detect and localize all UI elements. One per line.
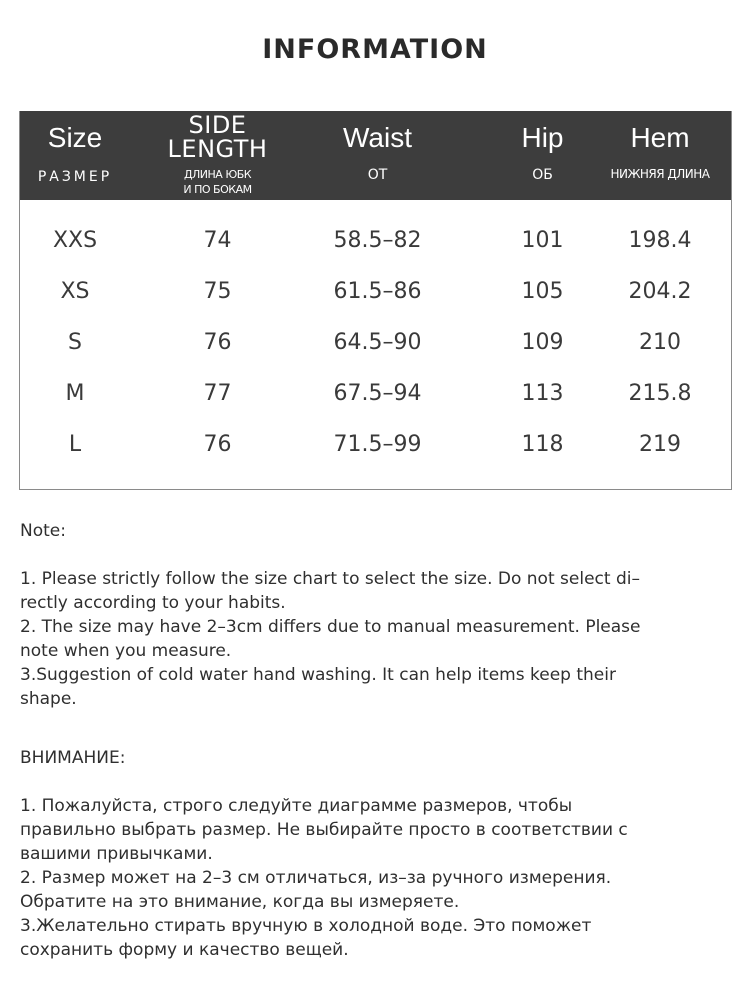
notes-english — [20, 519, 732, 711]
cell-waist: 67.5–94 — [333, 381, 422, 406]
cell-waist: 64.5–90 — [333, 330, 422, 355]
table-row — [20, 420, 731, 470]
cell-waist: 71.5–99 — [333, 432, 422, 457]
header-size-label: Size — [47, 122, 103, 153]
header-side-length-line1: SIDE — [188, 111, 247, 139]
cell-hem: 210 — [639, 330, 681, 355]
cell-side-length: 75 — [203, 279, 232, 304]
header-hip-sublabel: ОБ — [532, 167, 553, 183]
cell-waist: 58.5–82 — [333, 228, 422, 253]
header-hip — [495, 111, 590, 200]
notes-russian-heading: ВНИМАНИЕ: — [20, 748, 126, 768]
notes-english-item-1: 1. Please strictly follow the size chart to select the size. Do not select di– rectly according to your habits. — [20, 569, 640, 613]
cell-side-length: 77 — [203, 381, 232, 406]
header-hip-label: Hip — [521, 122, 564, 153]
header-side-length-line2: LENGTH — [167, 135, 268, 163]
header-size — [20, 111, 130, 200]
header-size-sublabel: РАЗМЕР — [37, 169, 113, 185]
header-hem — [600, 111, 720, 200]
cell-hem: 198.4 — [628, 228, 692, 253]
table-header — [20, 111, 731, 200]
table-row — [20, 369, 731, 419]
cell-waist: 61.5–86 — [333, 279, 422, 304]
header-side-length — [160, 111, 275, 200]
cell-side-length: 76 — [203, 432, 232, 457]
table-row — [20, 267, 731, 317]
header-side-length-sub2: И ПО БОКАМ — [183, 183, 252, 196]
header-waist-sublabel: ОТ — [367, 167, 388, 183]
page-title: INFORMATION — [262, 34, 488, 65]
cell-size: L — [68, 432, 82, 457]
notes-english-heading: Note: — [20, 521, 66, 541]
table-row — [20, 318, 731, 368]
cell-hem: 219 — [639, 432, 681, 457]
cell-hem: 215.8 — [628, 381, 692, 406]
header-hem-label: Hem — [630, 122, 690, 153]
header-waist — [315, 111, 440, 200]
header-hem-sublabel: НИЖНЯЯ ДЛИНА — [610, 167, 710, 181]
cell-side-length: 76 — [203, 330, 232, 355]
notes-russian-item-2: 2. Размер может на 2–3 см отличаться, из–за ручного измерения. Обратите на это внимание, когда вы измеряете. — [20, 868, 612, 912]
notes-english-item-2: 2. The size may have 2–3cm differs due to manual measurement. Please note when you measure. — [20, 617, 641, 661]
cell-hip: 113 — [521, 381, 564, 406]
cell-size: XS — [60, 279, 90, 304]
notes-russian — [20, 746, 732, 962]
cell-hip: 105 — [521, 279, 564, 304]
header-waist-label: Waist — [343, 122, 412, 153]
notes-english-item-3: 3.Suggestion of cold water hand washing. It can help items keep their shape. — [20, 665, 616, 709]
notes-russian-item-3: 3.Желательно стирать вручную в холодной воде. Это поможет сохранить форму и качество вещей. — [20, 916, 592, 960]
size-chart-table — [19, 111, 732, 490]
cell-size: S — [68, 330, 82, 355]
cell-hem: 204.2 — [628, 279, 692, 304]
cell-hip: 101 — [521, 228, 564, 253]
cell-side-length: 74 — [203, 228, 232, 253]
cell-hip: 118 — [521, 432, 564, 457]
cell-size: XXS — [52, 228, 98, 253]
notes-russian-item-1: 1. Пожалуйста, строго следуйте диаграмме размеров, чтобы правильно выбрать размер. Не выбирайте просто в соответствии с вашими привычками. — [20, 796, 628, 864]
cell-size: M — [65, 381, 85, 406]
header-side-length-sub1: ДЛИНА ЮБК — [183, 168, 252, 181]
table-row — [20, 216, 731, 266]
cell-hip: 109 — [521, 330, 564, 355]
